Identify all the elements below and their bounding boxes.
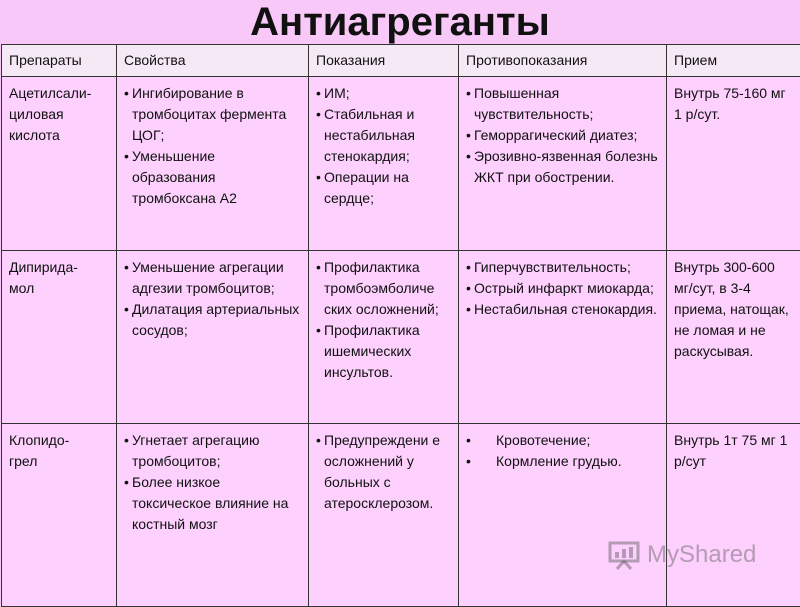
list-item: • Профилактика тромбоэмболиче ских осложнений; xyxy=(316,257,451,320)
properties-cell xyxy=(117,251,309,424)
dosage-cell: Внутрь 75-160 мг 1 р/сут. xyxy=(667,77,800,251)
drug-cell: Дипирида- мол xyxy=(2,251,117,424)
list-item: • Уменьшение агрегации адгезии тромбоцитов; xyxy=(124,257,301,299)
list-item: • Кормление грудью. xyxy=(466,451,659,472)
list-item: • Профилактика ишемических инсультов. xyxy=(316,320,451,383)
list-item: • Стабильная и нестабильная стенокардия; xyxy=(316,104,451,167)
list-item: • ИМ; xyxy=(316,83,451,104)
column-header-indications: Показания xyxy=(309,45,459,77)
list-item: • Геморрагический диатез; xyxy=(466,125,659,146)
table-row xyxy=(2,251,800,424)
list-item: • Повышенная чувствительность; xyxy=(466,83,659,125)
list-item: • Кровотечение; xyxy=(466,430,659,451)
list-item: • Более низкое токсическое влияние на костный мозг xyxy=(124,472,301,535)
column-header-properties: Свойства xyxy=(117,45,309,77)
drug-cell: Ацетилсали- циловая кислота xyxy=(2,77,117,251)
list-item: • Ингибирование в тромбоцитах фермента ЦОГ; xyxy=(124,83,301,146)
list-item: • Дилатация артериальных сосудов; xyxy=(124,299,301,341)
dosage-cell: Внутрь 300-600 мг/сут, в 3-4 приема, натощак, не ломая и не раскусывая. xyxy=(667,251,800,424)
contraindications-cell xyxy=(459,251,667,424)
table-header-row xyxy=(2,45,800,77)
properties-cell xyxy=(117,424,309,607)
drug-cell: Клопидо- грел xyxy=(2,424,117,607)
watermark-text: MyShared xyxy=(647,541,756,569)
watermark xyxy=(607,538,777,572)
list-item: • Острый инфаркт миокарда; xyxy=(466,278,659,299)
list-item: • Угнетает агрегацию тромбоцитов; xyxy=(124,430,301,472)
indications-cell xyxy=(309,424,459,607)
properties-cell xyxy=(117,77,309,251)
contraindications-cell xyxy=(459,424,667,607)
list-item: • Предупреждени е осложнений у больных с атеросклерозом. xyxy=(316,430,451,514)
column-header-dosage: Прием xyxy=(667,45,800,77)
list-item: • Эрозивно-язвенная болезнь ЖКТ при обострении. xyxy=(466,146,659,188)
table-row xyxy=(2,424,800,607)
dosage-cell: Внутрь 1т 75 мг 1 р/сут xyxy=(667,424,800,607)
list-item: • Гиперчувствительность; xyxy=(466,257,659,278)
page-title: Антиагреганты xyxy=(0,0,800,44)
table-row xyxy=(2,77,800,251)
presentation-board-icon xyxy=(607,540,641,570)
list-item: • Нестабильная стенокардия. xyxy=(466,299,659,320)
indications-cell xyxy=(309,77,459,251)
indications-cell xyxy=(309,251,459,424)
contraindications-cell xyxy=(459,77,667,251)
column-header-drugs: Препараты xyxy=(2,45,117,77)
list-item: • Операции на сердце; xyxy=(316,167,451,209)
column-header-contraindications: Противопоказания xyxy=(459,45,667,77)
drug-table xyxy=(1,44,800,607)
list-item: • Уменьшение образования тромбоксана А2 xyxy=(124,146,301,209)
